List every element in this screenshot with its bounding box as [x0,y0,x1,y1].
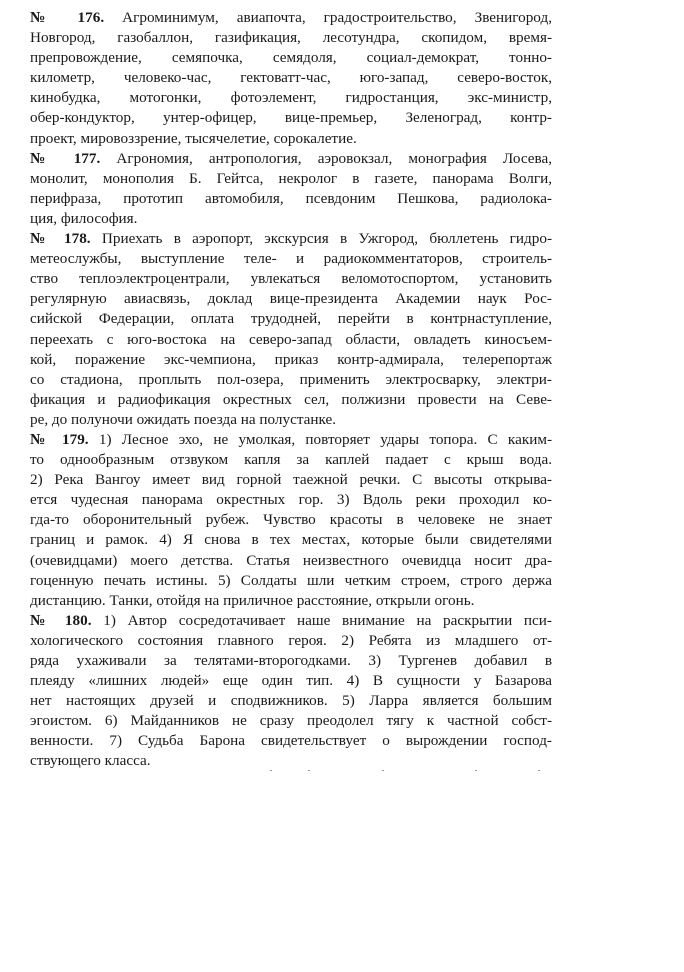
speck [308,770,310,771]
speck [475,770,477,771]
text-line: метеослужбы, выступление теле- и радиокомментаторов, строитель- [30,250,552,268]
text-line: километр, человеко-час, гектоватт-час, юго-запад, северо-восток, [30,69,552,87]
text-line: № 180. 1) Автор сосредотачивает наше внимание на раскрытии пси- [30,611,552,629]
text-line: кой, поражение экс-чемпиона, приказ контр-адмирала, телерепортаж [30,350,552,368]
exercise-177 [30,149,552,229]
exercise-180 [30,611,552,772]
text-line: нет настоящих друзей и сподвижников. 5) Ларра является большим [30,692,552,710]
speck [270,770,272,771]
text-line: ряда ухаживали за телятами-второгодками. 3) Тургенев добавил в [30,652,552,669]
text-line: проект, мировоззрение, тысячелетие, сорокалетие. [30,129,357,147]
text-line: ство теплоэлектроцентрали, увлекаться веломотоспортом, установить [30,270,552,288]
text-line: хологического состояния главного героя. 2) Ребята из младшего от- [30,631,552,649]
text-line: (очевидцами) моего детства. Статья неизвестного очевидца носит дра- [30,551,552,569]
text-line: гда-то оборонительный рубеж. Чувство красоты в человеке не знает [30,511,552,529]
text-line: № 178. Приехать в аэропорт, экскурсия в Ужгород, бюллетень гидро- [30,230,552,248]
text-line: № 177. Агрономия, антропология, аэровокзал, монография Лосева, [30,149,552,167]
speck [382,770,384,771]
text-line: со стадиона, проплыть пол-озера, применить электросварку, электри- [30,370,552,388]
text-line: обер-кондуктор, унтер-офицер, вице-премьер, Зеленоград, контр- [30,109,552,127]
text-line: кинобудка, мотогонки, фотоэлемент, гидростанция, экс-министр, [30,89,552,107]
exercise-176 [30,8,552,149]
text-line: плеяду «лишних людей» еще один тип. 4) В сущности у Базарова [30,672,552,690]
text-line: ется чудесная панорама окрестных гор. 3) Вдоль реки проходил ко- [30,491,552,509]
text-line: № 179. 1) Лесное эхо, не умолкая, повторяет удары топора. С каким- [30,430,553,448]
text-line: регулярную авиасвязь, доклад вице-президента Академии наук Рос- [30,290,552,308]
exercise-179 [30,430,552,611]
text-line: Новгород, газобаллон, газификация, лесотундра, скопидом, время- [30,29,552,47]
text-line: эгоистом. 6) Майданников не сразу преодолел тягу к частной собст- [30,712,552,730]
text-line: дистанцию. Танки, отойдя на приличное расстояние, открыли огонь. [30,591,475,609]
text-line: ре, до полуночи ожидать поезда на полустанке. [30,410,337,428]
exercise-number: № 177. [30,149,101,167]
text-line: границ и рамок. 4) Я снова в тех местах, которые были свидетелями [30,531,552,549]
scan-speckles [270,770,570,774]
text-line: фикация и радиофикация окрестных сел, полжизни провести на Севе- [30,390,552,408]
text-line: препровождение, семяпочка, семядоля, социал-демократ, тонно- [30,49,552,67]
exercise-number: № 178. [30,230,91,248]
text-line: № 176. Агроминимум, авиапочта, градостроительство, Звенигород, [30,9,552,26]
text-line: то однообразным отзвуком капля за каплей падает с крыш вода. [30,451,552,469]
exercise-178 [30,229,552,430]
text-line: 2) Река Вангоу имеет вид горной таежной речки. С высоты открыва- [30,471,552,489]
page-text [30,8,552,772]
text-line: гоценную печать истины. 5) Солдаты шли четким строем, строго держа [30,571,552,589]
text-line: переехать с юго-востока на северо-запад области, овладеть киносъем- [30,330,552,348]
text-line: перифраза, прототип автомобиля, псевдоним Пешкова, радиолока- [30,189,552,207]
text-line: ция, философия. [30,209,138,227]
exercise-number: № 176. [30,9,105,26]
text-line: сийской Федерации, оплата трудодней, перейти в контрнаступление, [30,310,552,328]
text-line: венности. 7) Судьба Барона свидетельствует о вырождении господ- [30,732,552,750]
text-line: ствующего класса. [30,752,151,770]
exercise-number: № 179. [30,430,89,448]
text-line: монолит, монополия Б. Гейтса, некролог в газете, панорама Волги, [30,169,552,187]
exercise-number: № 180. [30,611,92,629]
speck [538,770,540,771]
